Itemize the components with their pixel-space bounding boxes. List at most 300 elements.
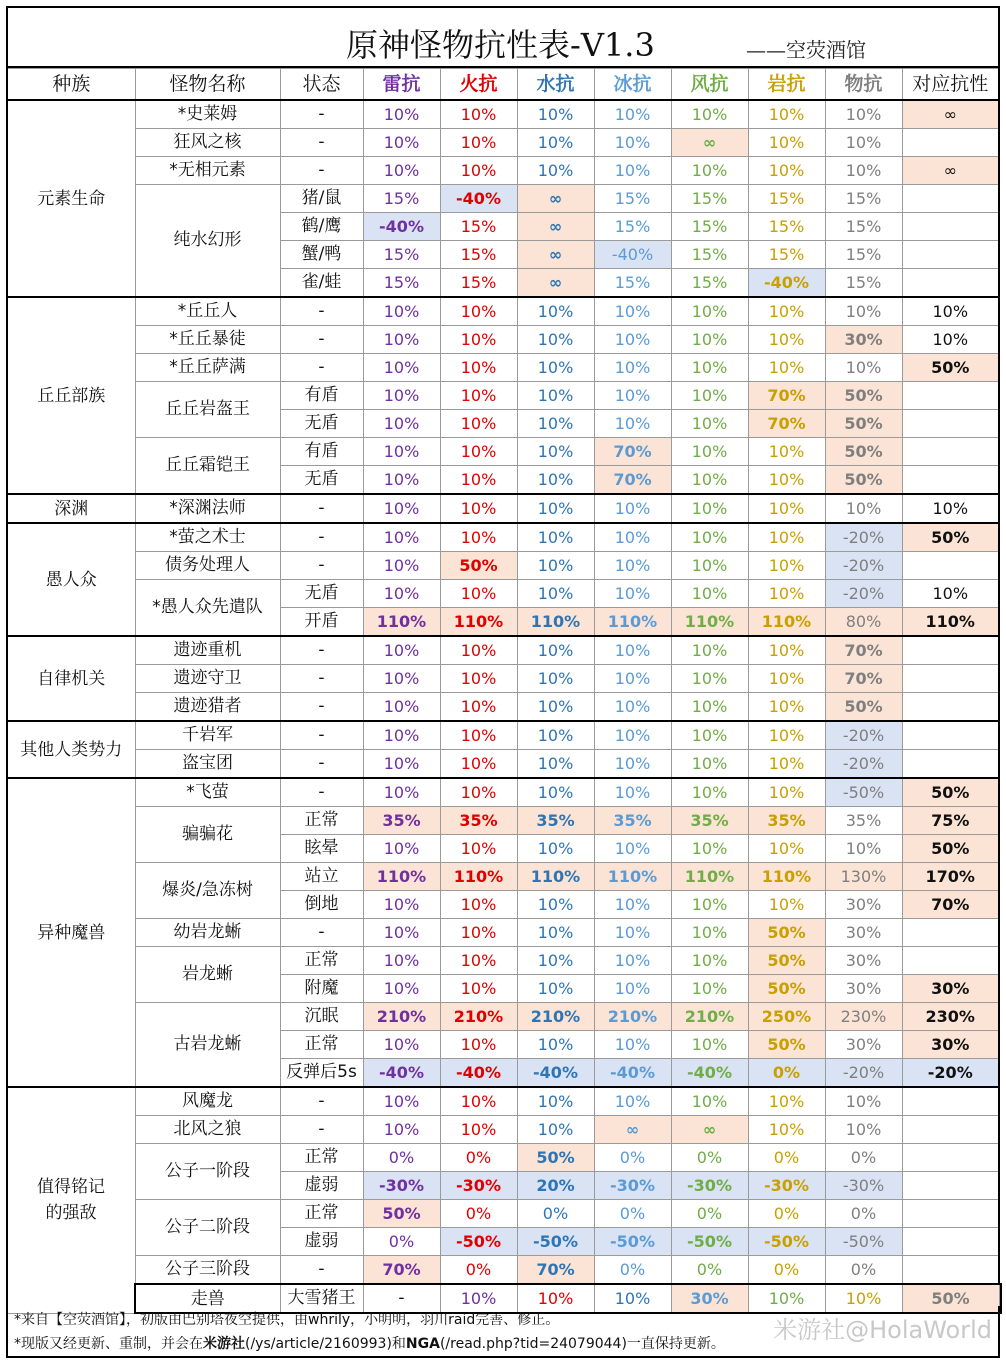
state-cell: - (363, 1284, 440, 1313)
resistance-value: 10% (440, 919, 517, 947)
resistance-value: 10% (748, 1284, 825, 1313)
target-resistance: ∞ (902, 157, 999, 185)
target-resistance (902, 129, 999, 157)
resistance-value: 70% (363, 1256, 440, 1285)
title-bar (6, 6, 1000, 68)
column-header: 对应抗性 (902, 69, 999, 101)
monster-name: *无相元素 (135, 157, 280, 185)
resistance-value: 10% (517, 778, 594, 807)
resistance-value: -30% (440, 1172, 517, 1200)
resistance-value: 10% (363, 1116, 440, 1144)
table-row (7, 863, 1001, 891)
resistance-value: 15% (748, 241, 825, 269)
resistance-value: 0% (440, 1200, 517, 1228)
resistance-value: 15% (748, 213, 825, 241)
resistance-value: 10% (671, 382, 748, 410)
monster-name: 纯水幻形 (135, 185, 280, 298)
resistance-value: 10% (440, 297, 517, 326)
resistance-value: 10% (748, 580, 825, 608)
race-cell: 异种魔兽 (7, 778, 135, 1087)
resistance-value: 10% (363, 636, 440, 665)
resistance-value: 210% (363, 1003, 440, 1031)
target-resistance (902, 1087, 999, 1116)
race-cell: 元素生命 (7, 100, 135, 297)
column-header: 物抗 (825, 69, 902, 101)
resistance-value: 10% (594, 297, 671, 326)
resistance-value: 10% (440, 354, 517, 382)
resistance-value: 10% (594, 326, 671, 354)
state-cell: 正常 (280, 1031, 363, 1059)
resistance-value: 10% (363, 552, 440, 580)
resistance-value: 15% (671, 241, 748, 269)
resistance-value: 10% (517, 1116, 594, 1144)
target-resistance (902, 213, 999, 241)
resistance-value: 10% (748, 693, 825, 722)
resistance-value: 10% (517, 1031, 594, 1059)
resistance-value: 10% (671, 947, 748, 975)
monster-name: *愚人众先遣队 (135, 580, 280, 637)
monster-name: 风魔龙 (135, 1087, 280, 1116)
resistance-value: 15% (671, 185, 748, 213)
resistance-value: 110% (440, 608, 517, 637)
resistance-value: 10% (440, 494, 517, 523)
resistance-value: 10% (594, 891, 671, 919)
resistance-value: 15% (440, 241, 517, 269)
resistance-value: 10% (363, 100, 440, 129)
resistance-value: 10% (671, 778, 748, 807)
resistance-value: 50% (825, 466, 902, 495)
table-row (7, 185, 1001, 213)
resistance-value: 10% (517, 552, 594, 580)
target-resistance (902, 438, 999, 466)
resistance-value: 70% (825, 636, 902, 665)
footer-line-1: *来自【空荧酒馆】，初版由巴别塔夜空提供，由whrily，小明明，羽川raid完善、修正。 (14, 1312, 560, 1328)
target-resistance (902, 382, 999, 410)
table-row (7, 157, 1001, 185)
resistance-value: 10% (517, 693, 594, 722)
resistance-value: 10% (363, 750, 440, 779)
resistance-value: 15% (594, 213, 671, 241)
resistance-value: 10% (363, 919, 440, 947)
resistance-value: 50% (440, 552, 517, 580)
resistance-value: -40% (440, 1059, 517, 1088)
target-resistance (902, 636, 999, 665)
column-header: 雷抗 (363, 69, 440, 101)
resistance-value: 35% (748, 807, 825, 835)
resistance-value: 15% (671, 269, 748, 298)
resistance-value: 10% (517, 975, 594, 1003)
resistance-value: -50% (671, 1228, 748, 1256)
resistance-value: 10% (594, 1031, 671, 1059)
monster-name: *丘丘萨满 (135, 354, 280, 382)
state-cell: 鹤/鹰 (280, 213, 363, 241)
resistance-value: 10% (748, 494, 825, 523)
state-cell: 沉眠 (280, 1003, 363, 1031)
resistance-value: 15% (825, 185, 902, 213)
resistance-value: -40% (363, 1059, 440, 1088)
resistance-value: 10% (363, 1031, 440, 1059)
table-row (7, 438, 1001, 466)
target-resistance: 30% (902, 975, 999, 1003)
resistance-value: -50% (748, 1228, 825, 1256)
monster-name: 遗迹重机 (135, 636, 280, 665)
resistance-value: 10% (440, 693, 517, 722)
resistance-value: 15% (594, 185, 671, 213)
resistance-value: 10% (671, 1087, 748, 1116)
state-cell: 站立 (280, 863, 363, 891)
resistance-value: 10% (594, 721, 671, 750)
resistance-value: 10% (517, 636, 594, 665)
state-cell: 有盾 (280, 382, 363, 410)
resistance-value: 0% (748, 1200, 825, 1228)
target-resistance: 230% (902, 1003, 999, 1031)
table-row (7, 382, 1001, 410)
monster-name: *深渊法师 (135, 494, 280, 523)
resistance-value: 10% (748, 326, 825, 354)
column-header: 状态 (280, 69, 363, 101)
resistance-value: 50% (363, 1200, 440, 1228)
resistance-value: -50% (594, 1228, 671, 1256)
monster-name: 丘丘岩盔王 (135, 382, 280, 438)
resistance-value: 10% (363, 665, 440, 693)
target-resistance: 75% (902, 807, 999, 835)
resistance-value: 10% (671, 750, 748, 779)
resistance-value: 10% (671, 636, 748, 665)
resistance-value: 10% (440, 466, 517, 495)
resistance-value: -20% (825, 580, 902, 608)
monster-name: 盗宝团 (135, 750, 280, 779)
state-cell: 正常 (280, 1144, 363, 1172)
resistance-value: 10% (440, 721, 517, 750)
target-resistance (902, 241, 999, 269)
resistance-value: 10% (363, 466, 440, 495)
resistance-value: 10% (517, 750, 594, 779)
resistance-value: 10% (440, 947, 517, 975)
resistance-value: 10% (517, 1284, 594, 1313)
resistance-value: 10% (440, 157, 517, 185)
resistance-value: 10% (748, 778, 825, 807)
state-cell: 虚弱 (280, 1228, 363, 1256)
state-cell: - (280, 750, 363, 779)
resistance-value: 10% (748, 665, 825, 693)
resistance-value: 10% (594, 382, 671, 410)
resistance-value: -40% (671, 1059, 748, 1088)
resistance-value: 0% (748, 1256, 825, 1285)
resistance-value: 10% (440, 382, 517, 410)
state-cell: 猪/鼠 (280, 185, 363, 213)
column-header: 种族 (7, 69, 135, 101)
target-resistance: 110% (902, 608, 999, 637)
race-cell: 自律机关 (7, 636, 135, 721)
resistance-value: 110% (517, 608, 594, 637)
table-row (7, 721, 1001, 750)
state-cell: - (280, 1116, 363, 1144)
resistance-value: 35% (440, 807, 517, 835)
resistance-value: 10% (440, 891, 517, 919)
resistance-value: 110% (671, 863, 748, 891)
state-cell: - (280, 354, 363, 382)
resistance-value: 10% (825, 129, 902, 157)
resistance-value: 10% (825, 354, 902, 382)
resistance-value: 35% (517, 807, 594, 835)
nga-link-text: NGA (405, 1336, 440, 1352)
mihoyo-link-text: 米游社 (203, 1336, 245, 1352)
resistance-value: 10% (363, 693, 440, 722)
resistance-value: 110% (748, 608, 825, 637)
state-cell: - (280, 778, 363, 807)
monster-name: 骗骗花 (135, 807, 280, 863)
resistance-value: 15% (671, 213, 748, 241)
resistance-value: 10% (440, 438, 517, 466)
resistance-value: 10% (440, 410, 517, 438)
resistance-value: 110% (363, 608, 440, 637)
target-resistance (902, 552, 999, 580)
resistance-value: 10% (517, 157, 594, 185)
resistance-value: 10% (594, 494, 671, 523)
resistance-value: 110% (594, 608, 671, 637)
resistance-value: 110% (671, 608, 748, 637)
resistance-value: 15% (748, 185, 825, 213)
table-row (7, 1144, 1001, 1172)
resistance-value: ∞ (671, 129, 748, 157)
resistance-value: 10% (440, 129, 517, 157)
resistance-value: 10% (440, 665, 517, 693)
resistance-value: 10% (517, 580, 594, 608)
target-resistance (902, 410, 999, 438)
resistance-value: 10% (671, 1031, 748, 1059)
resistance-value: 210% (671, 1003, 748, 1031)
state-cell: 雀/蛙 (280, 269, 363, 298)
target-resistance (902, 947, 999, 975)
monster-name: 公子二阶段 (135, 1200, 280, 1256)
resistance-value: 10% (671, 693, 748, 722)
resistance-value: 10% (440, 1031, 517, 1059)
resistance-value: 10% (594, 129, 671, 157)
resistance-value: 10% (440, 778, 517, 807)
resistance-value: 110% (594, 863, 671, 891)
resistance-value: 10% (363, 129, 440, 157)
resistance-value: 10% (825, 157, 902, 185)
resistance-value: 110% (363, 863, 440, 891)
resistance-value: -50% (825, 778, 902, 807)
table-row (7, 1116, 1001, 1144)
resistance-value: 10% (517, 100, 594, 129)
resistance-value: 10% (594, 947, 671, 975)
resistance-value: 50% (517, 1144, 594, 1172)
resistance-value: 10% (671, 326, 748, 354)
state-cell: - (280, 494, 363, 523)
state-cell: - (280, 1256, 363, 1285)
state-cell: - (280, 297, 363, 326)
resistance-value: 10% (594, 1284, 671, 1313)
resistance-value: 10% (594, 157, 671, 185)
resistance-value: 35% (363, 807, 440, 835)
state-cell: 附魔 (280, 975, 363, 1003)
resistance-value: 50% (902, 1284, 999, 1313)
resistance-value: -40% (517, 1059, 594, 1088)
resistance-value: 70% (594, 466, 671, 495)
resistance-value: 10% (517, 129, 594, 157)
resistance-value: 0% (594, 1256, 671, 1285)
resistance-value: 10% (440, 750, 517, 779)
resistance-value: 10% (671, 552, 748, 580)
resistance-value: 10% (825, 835, 902, 863)
table-row (7, 552, 1001, 580)
resistance-value: 110% (748, 863, 825, 891)
race-cell: 值得铭记 的强敌 (7, 1087, 135, 1313)
resistance-value: 0% (440, 1256, 517, 1285)
monster-name: 公子一阶段 (135, 1144, 280, 1200)
resistance-value: 0% (671, 1200, 748, 1228)
resistance-value: 50% (825, 382, 902, 410)
resistance-value: 0% (594, 1144, 671, 1172)
resistance-value: 10% (748, 354, 825, 382)
table-row (7, 129, 1001, 157)
resistance-value: 10% (671, 354, 748, 382)
resistance-value: 10% (671, 891, 748, 919)
state-cell: - (280, 1087, 363, 1116)
resistance-value: 10% (517, 947, 594, 975)
resistance-value: 70% (748, 382, 825, 410)
resistance-value: 15% (825, 213, 902, 241)
monster-name: *史莱姆 (135, 100, 280, 129)
resistance-value: 10% (363, 1087, 440, 1116)
resistance-value: 10% (748, 129, 825, 157)
column-header: 火抗 (440, 69, 517, 101)
resistance-value: 10% (440, 326, 517, 354)
state-cell: 正常 (280, 807, 363, 835)
resistance-value: 10% (517, 410, 594, 438)
target-resistance: -20% (902, 1059, 999, 1088)
monster-name: *飞萤 (135, 778, 280, 807)
state-cell: 有盾 (280, 438, 363, 466)
target-resistance (902, 466, 999, 495)
state-cell: - (280, 693, 363, 722)
resistance-value: 10% (440, 636, 517, 665)
resistance-value: 10% (517, 297, 594, 326)
table-row (7, 100, 1001, 129)
resistance-value: 10% (594, 665, 671, 693)
resistance-value: 10% (825, 297, 902, 326)
resistance-value: 30% (825, 1031, 902, 1059)
resistance-value: 10% (440, 100, 517, 129)
resistance-value: 0% (440, 1144, 517, 1172)
target-resistance: 170% (902, 863, 999, 891)
resistance-value: 50% (825, 410, 902, 438)
monster-name: 爆炎/急冻树 (135, 863, 280, 919)
race-cell: 其他人类势力 (7, 721, 135, 778)
state-cell: 开盾 (280, 608, 363, 637)
resistance-value: 10% (517, 721, 594, 750)
resistance-value: 10% (517, 891, 594, 919)
resistance-value: -40% (594, 241, 671, 269)
monster-name: 狂风之核 (135, 129, 280, 157)
resistance-value: 10% (594, 975, 671, 1003)
target-resistance: 10% (902, 326, 999, 354)
resistance-value: 0% (825, 1200, 902, 1228)
table-row (7, 636, 1001, 665)
target-resistance (902, 665, 999, 693)
table-row (7, 354, 1001, 382)
resistance-value: 10% (517, 1087, 594, 1116)
resistance-value: -30% (594, 1172, 671, 1200)
table-row (7, 778, 1001, 807)
resistance-value: 10% (671, 919, 748, 947)
resistance-value: 110% (517, 863, 594, 891)
footer-line-2: *现版又经更新、重制，并会在米游社(/ys/article/2160993)和NGA(/read.php?tid=24079044)一直保持更新。 (14, 1336, 725, 1352)
resistance-value: 10% (363, 354, 440, 382)
resistance-value: ∞ (594, 1116, 671, 1144)
resistance-value: 10% (440, 1087, 517, 1116)
state-cell: - (280, 665, 363, 693)
resistance-value: 10% (594, 778, 671, 807)
resistance-value: 10% (594, 636, 671, 665)
resistance-value: 10% (748, 157, 825, 185)
resistance-value: 35% (825, 807, 902, 835)
resistance-value: 50% (748, 975, 825, 1003)
monster-name: 债务处理人 (135, 552, 280, 580)
state-cell: - (280, 721, 363, 750)
resistance-value: ∞ (671, 1116, 748, 1144)
resistance-value: 10% (825, 1284, 902, 1313)
target-resistance (902, 269, 999, 298)
resistance-value: ∞ (517, 213, 594, 241)
resistance-value: 30% (825, 975, 902, 1003)
table-row (7, 750, 1001, 779)
resistance-value: -50% (825, 1228, 902, 1256)
resistance-value: 10% (748, 297, 825, 326)
page-subtitle: ——空荧酒馆 (746, 38, 866, 62)
resistance-value: 0% (825, 1144, 902, 1172)
monster-name: *萤之术士 (135, 523, 280, 552)
resistance-value: 210% (517, 1003, 594, 1031)
monster-name: 遗迹猎者 (135, 693, 280, 722)
resistance-value: 30% (825, 326, 902, 354)
resistance-value: 0% (517, 1200, 594, 1228)
resistance-value: 10% (671, 721, 748, 750)
resistance-value: 10% (671, 494, 748, 523)
resistance-value: ∞ (517, 241, 594, 269)
watermark: 米游社@HolaWorld (773, 1316, 992, 1344)
resistance-value: 10% (671, 438, 748, 466)
resistance-value: 10% (363, 438, 440, 466)
resistance-value: -30% (363, 1172, 440, 1200)
resistance-value: 70% (825, 665, 902, 693)
resistance-value: 10% (363, 297, 440, 326)
monster-name: 千岩军 (135, 721, 280, 750)
target-resistance: 10% (902, 297, 999, 326)
resistance-value: 0% (825, 1256, 902, 1285)
resistance-value: 0% (363, 1228, 440, 1256)
resistance-value: 10% (440, 523, 517, 552)
resistance-value: 0% (671, 1256, 748, 1285)
resistance-value: 10% (825, 1087, 902, 1116)
resistance-value: 10% (363, 721, 440, 750)
resistance-value: 0% (671, 1144, 748, 1172)
resistance-value: 30% (671, 1284, 748, 1313)
resistance-value: 10% (363, 891, 440, 919)
resistance-value: -40% (440, 185, 517, 213)
resistance-value: 10% (748, 438, 825, 466)
race-cell: 愚人众 (7, 523, 135, 636)
race-cell: 丘丘部族 (7, 297, 135, 494)
footer-notes (6, 1306, 1000, 1358)
resistance-value: 10% (440, 1284, 517, 1313)
resistance-value: 15% (363, 241, 440, 269)
resistance-value: 10% (748, 523, 825, 552)
resistance-value: 10% (748, 1087, 825, 1116)
resistance-value: 10% (363, 523, 440, 552)
